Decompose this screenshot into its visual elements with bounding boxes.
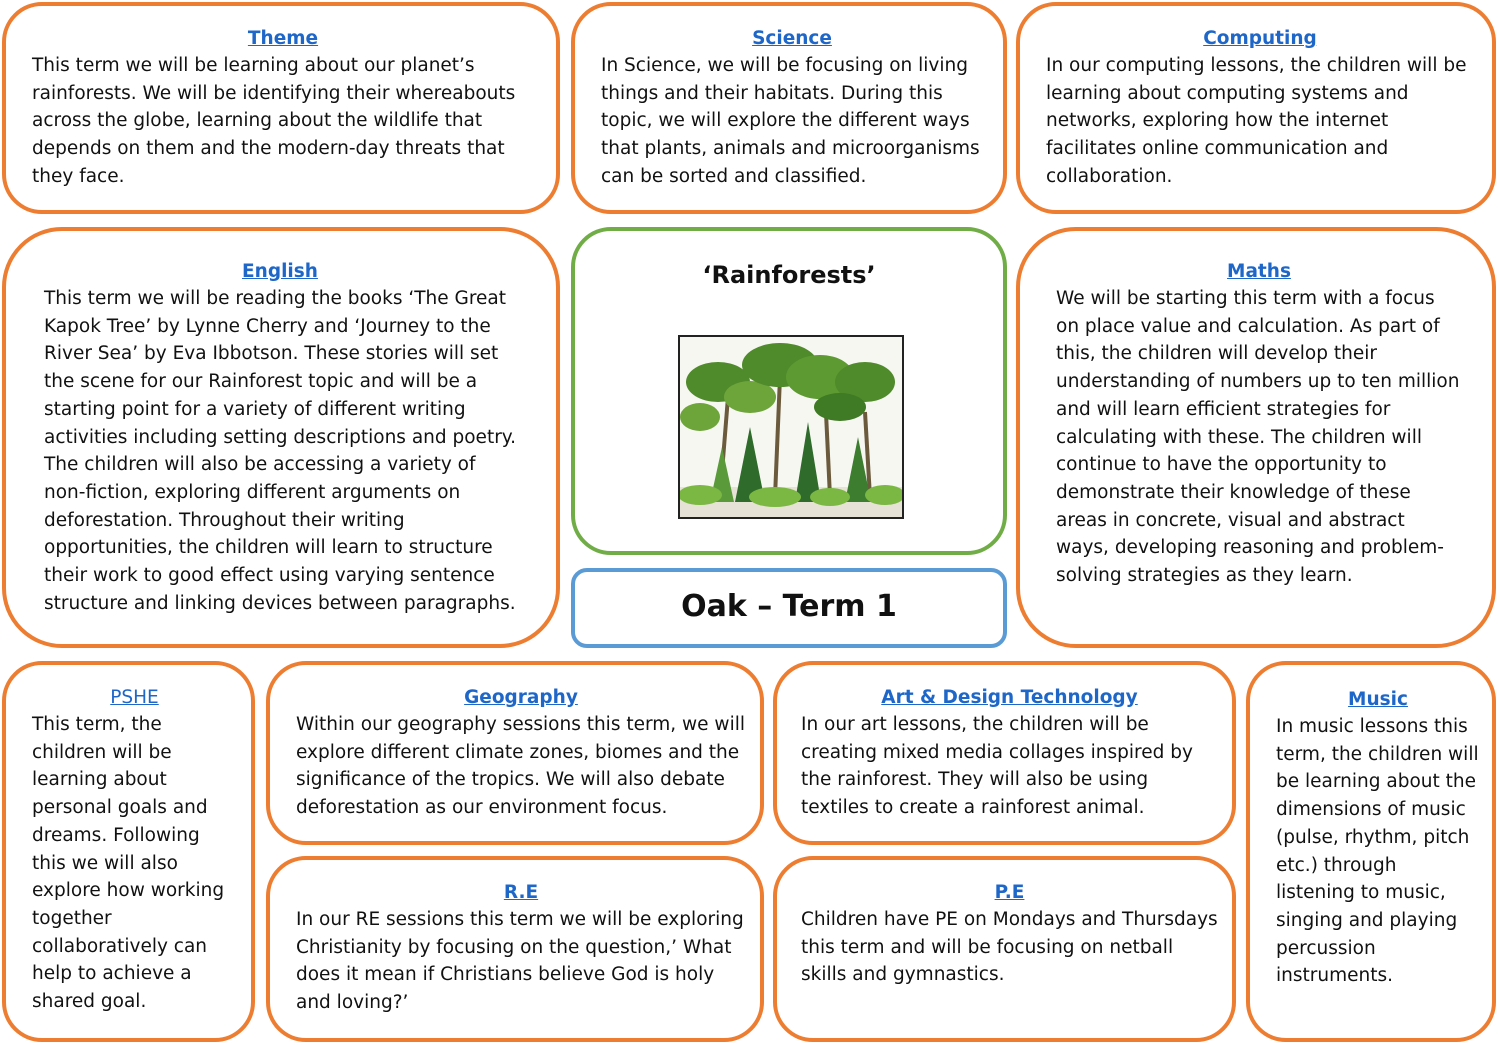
term-title: Oak – Term 1 (681, 589, 897, 624)
computing-panel (1016, 2, 1496, 214)
maths-title: Maths (1227, 261, 1291, 282)
pshe-text: This term, the children will be learning about personal goals and dreams. Following this we will also explore how working together collaboratively can help to achieve a shared goal. (32, 714, 225, 1013)
computing-text: In our computing lessons, the children will be learning about computing systems and networks, exploring how the internet facilitates online communication and collaboration. (1046, 55, 1467, 187)
theme-title: Theme (247, 28, 319, 49)
pe-panel (773, 856, 1236, 1042)
pe-title: P.E (994, 882, 1025, 903)
rainforest-illustration (678, 335, 904, 519)
pe-text: Children have PE on Mondays and Thursdays this term and will be focusing on netball skills and gymnastics. (801, 909, 1218, 986)
re-panel (266, 856, 764, 1042)
english-title: English (242, 261, 318, 282)
science-title: Science (752, 28, 832, 49)
re-text: In our RE sessions this term we will be exploring Christianity by focusing on the question,’ What does it mean if Christians believe God is holy and loving?’ (296, 909, 744, 1014)
english-panel (2, 227, 560, 648)
art-text: In our art lessons, the children will be creating mixed media collages inspired by the rainforest. They will also be using textiles to create a rainforest animal. (801, 714, 1193, 819)
topic-title: ‘Rainforests’ (702, 261, 876, 289)
geography-title: Geography (464, 687, 578, 708)
maths-text: We will be starting this term with a focus on place value and calculation. As part of this, the children will develop their understanding of numbers up to ten million and will learn efficient strategies for calculating with these. The children will continue to have the opportunity to demonstrate their knowledge of these areas in concrete, visual and abstract ways, developing reasoning and problem-solving strategies as they learn. (1056, 288, 1460, 587)
maths-panel (1016, 227, 1496, 648)
topic-panel (571, 227, 1007, 555)
pshe-title: PSHE (110, 687, 159, 708)
music-panel (1246, 661, 1496, 1042)
geography-panel (266, 661, 764, 845)
term-panel (571, 568, 1007, 648)
english-text: This term we will be reading the books ‘The Great Kapok Tree’ by Lynne Cherry and ‘Journey to the River Sea’ by Eva Ibbotson. These stories will set the scene for our Rainforest topic and will be a starting point for a variety of different writing activities including setting descriptions and poetry. The children will also be accessing a variety of non-fiction, exploring different arguments on deforestation. Throughout their writing opportunities, the children will learn to structure their work to good effect using varying sentence structure and linking devices between paragraphs. (44, 288, 516, 614)
re-title: R.E (503, 882, 539, 903)
rainforest-trees-icon (680, 337, 902, 517)
theme-text: This term we will be learning about our planet’s rainforests. We will be identifying their whereabouts across the globe, learning about the wildlife that depends on them and the modern-day threats that they face. (32, 55, 516, 187)
theme-panel (2, 2, 560, 214)
computing-title: Computing (1203, 28, 1317, 49)
music-text: In music lessons this term, the children will be learning about the dimensions of music (pulse, rhythm, pitch etc.) through listening to music, singing and playing percussion instruments. (1276, 716, 1479, 987)
music-title: Music (1348, 689, 1408, 710)
science-text: In Science, we will be focusing on living things and their habitats. During this topic, we will explore the different ways that plants, animals and microorganisms can be sorted and classified. (601, 55, 980, 187)
art-title: Art & Design Technology (881, 687, 1138, 708)
pshe-panel (2, 661, 255, 1042)
science-panel (571, 2, 1007, 214)
art-panel (773, 661, 1236, 845)
geography-text: Within our geography sessions this term, we will explore different climate zones, biomes and the significance of the tropics. We will also debate deforestation as our environment focus. (296, 714, 745, 819)
